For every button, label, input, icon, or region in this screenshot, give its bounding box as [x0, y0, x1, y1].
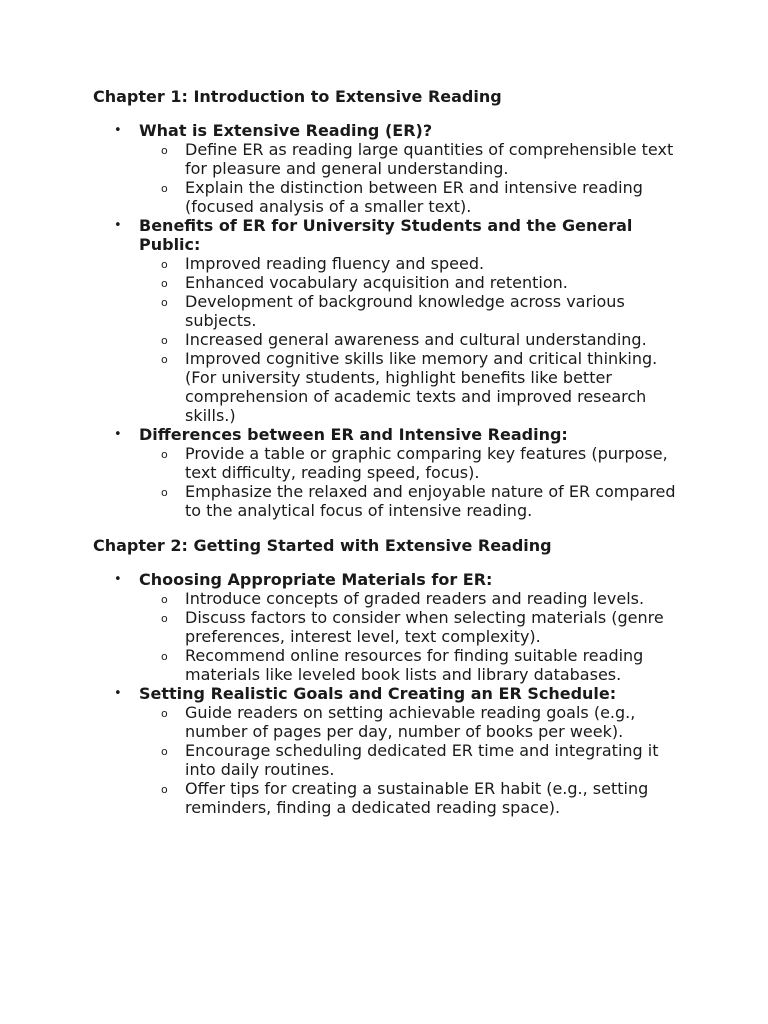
circle-bullet-icon: o	[161, 612, 168, 625]
bullet-icon: •	[114, 572, 122, 587]
sub-item-list	[139, 254, 693, 425]
circle-bullet-icon: o	[161, 650, 168, 663]
list-item-text: Recommend online resources for finding suitable reading materials like leveled book lists and library databases.	[185, 646, 644, 684]
section-title: Choosing Appropriate Materials for ER:	[139, 570, 493, 589]
bullet-icon: •	[114, 123, 122, 138]
sub-item-list	[139, 140, 693, 216]
list-item	[139, 140, 693, 178]
list-item-text: Discuss factors to consider when selecting materials (genre preferences, interest level, text complexity).	[185, 608, 664, 646]
bullet-icon: •	[114, 427, 122, 442]
section-item	[93, 121, 693, 216]
list-item	[139, 178, 693, 216]
list-item	[139, 589, 693, 608]
list-item	[139, 482, 693, 520]
list-item-text: Explain the distinction between ER and intensive reading (focused analysis of a smaller text).	[185, 178, 643, 216]
section-title: Benefits of ER for University Students and the General Public:	[139, 216, 633, 254]
list-item	[139, 646, 693, 684]
section-title: Setting Realistic Goals and Creating an ER Schedule:	[139, 684, 617, 703]
list-item-text: Offer tips for creating a sustainable ER habit (e.g., setting reminders, finding a dedicated reading space).	[185, 779, 649, 817]
section-list	[93, 121, 693, 520]
circle-bullet-icon: o	[161, 353, 168, 366]
list-item	[139, 703, 693, 741]
chapter-1	[93, 86, 693, 520]
list-item-text: Improved cognitive skills like memory and critical thinking. (For university students, highlight benefits like better comprehension of academic texts and improved research skills.)	[185, 349, 658, 425]
chapter-2	[93, 535, 693, 817]
circle-bullet-icon: o	[161, 277, 168, 290]
section-item	[93, 216, 693, 425]
section-title: What is Extensive Reading (ER)?	[139, 121, 433, 140]
bullet-icon: •	[114, 686, 122, 701]
list-item	[139, 608, 693, 646]
chapter-title: Chapter 1: Introduction to Extensive Reading	[93, 87, 502, 106]
list-item-text: Provide a table or graphic comparing key features (purpose, text difficulty, reading speed, focus).	[185, 444, 668, 482]
sub-item-list	[139, 444, 693, 520]
circle-bullet-icon: o	[161, 258, 168, 271]
list-item	[139, 292, 693, 330]
circle-bullet-icon: o	[161, 144, 168, 157]
list-item-text: Define ER as reading large quantities of comprehensible text for pleasure and general understanding.	[185, 140, 674, 178]
section-title: Differences between ER and Intensive Reading:	[139, 425, 568, 444]
section-list	[93, 570, 693, 817]
section-item	[93, 425, 693, 520]
list-item-text: Encourage scheduling dedicated ER time and integrating it into daily routines.	[185, 741, 659, 779]
circle-bullet-icon: o	[161, 296, 168, 309]
circle-bullet-icon: o	[161, 182, 168, 195]
list-item	[139, 349, 693, 425]
list-item-text: Introduce concepts of graded readers and reading levels.	[185, 589, 645, 608]
list-item	[139, 254, 693, 273]
circle-bullet-icon: o	[161, 707, 168, 720]
circle-bullet-icon: o	[161, 448, 168, 461]
circle-bullet-icon: o	[161, 593, 168, 606]
list-item	[139, 273, 693, 292]
list-item-text: Development of background knowledge across various subjects.	[185, 292, 625, 330]
section-item	[93, 684, 693, 817]
list-item	[139, 330, 693, 349]
circle-bullet-icon: o	[161, 334, 168, 347]
list-item-text: Enhanced vocabulary acquisition and retention.	[185, 273, 568, 292]
list-item	[139, 779, 693, 817]
list-item-text: Guide readers on setting achievable reading goals (e.g., number of pages per day, number of books per week).	[185, 703, 636, 741]
list-item	[139, 741, 693, 779]
list-item-text: Emphasize the relaxed and enjoyable nature of ER compared to the analytical focus of intensive reading.	[185, 482, 676, 520]
circle-bullet-icon: o	[161, 783, 168, 796]
sub-item-list	[139, 589, 693, 684]
list-item-text: Improved reading fluency and speed.	[185, 254, 485, 273]
list-item-text: Increased general awareness and cultural understanding.	[185, 330, 647, 349]
list-item	[139, 444, 693, 482]
document-page	[93, 86, 693, 817]
section-item	[93, 570, 693, 684]
sub-item-list	[139, 703, 693, 817]
circle-bullet-icon: o	[161, 745, 168, 758]
bullet-icon: •	[114, 218, 122, 233]
chapter-title: Chapter 2: Getting Started with Extensive Reading	[93, 536, 552, 555]
circle-bullet-icon: o	[161, 486, 168, 499]
